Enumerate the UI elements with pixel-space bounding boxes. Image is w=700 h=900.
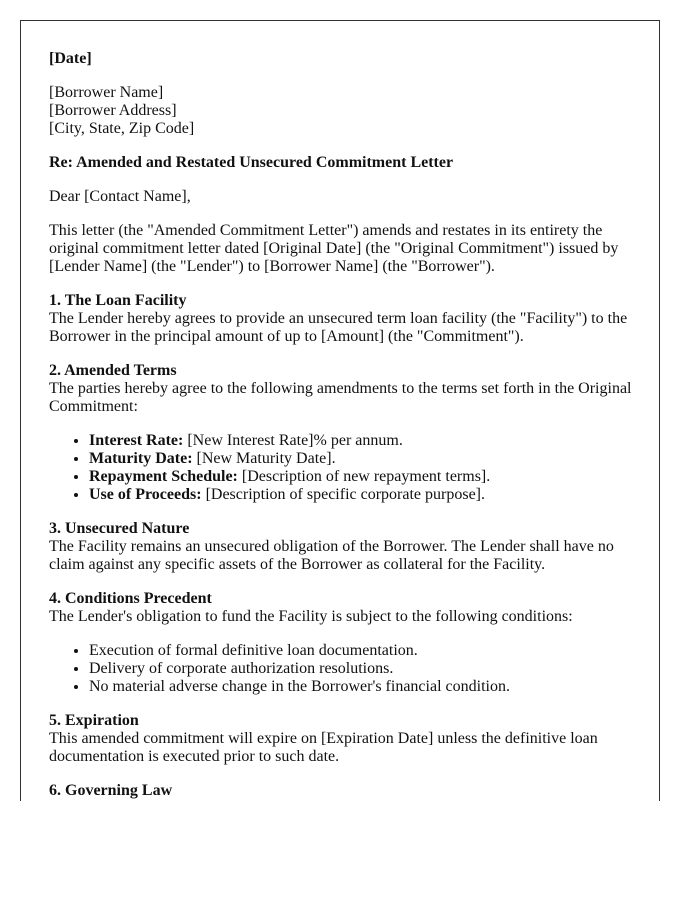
list-item-condition: • Delivery of corporate authorization resolutions. [89, 660, 639, 678]
term-value: [Description of specific corporate purpose]. [201, 486, 486, 503]
conditions-list [49, 642, 639, 696]
list-item-repayment-schedule [89, 468, 639, 486]
letter-page [20, 20, 660, 801]
section-heading: 5. Expiration [49, 712, 139, 729]
list-item-condition: • Execution of formal definitive loan documentation. [89, 642, 639, 660]
section-heading: 1. The Loan Facility [49, 292, 187, 309]
section-body: The Lender hereby agrees to provide an unsecured term loan facility (the "Facility") to the Borrower in the principal amount of up to [Amount] (the "Commitment"). [49, 310, 628, 345]
city-state-zip: [City, State, Zip Code] [49, 120, 195, 137]
amended-terms-list [49, 432, 639, 504]
intro-paragraph: This letter (the "Amended Commitment Letter") amends and restates in its entirety the original commitment letter dated [Original Date] (the "Original Commitment") issued by [Lender Name] (the "Lender") to [Borrower Name] (the "Borrower"). [49, 222, 619, 275]
section-governing-law [49, 782, 639, 800]
letter-content [49, 50, 639, 801]
section-body: This amended commitment will expire on [Expiration Date] unless the definitive loan documentation is executed prior to such date. [49, 730, 598, 765]
section-heading: 3. Unsecured Nature [49, 520, 190, 537]
term-value: [Description of new repayment terms]. [237, 468, 491, 485]
salutation: Dear [Contact Name], [49, 188, 191, 205]
section-heading: 4. Conditions Precedent [49, 590, 212, 607]
section-loan-facility [49, 292, 639, 346]
list-item-use-of-proceeds [89, 486, 639, 504]
section-heading: 6. Governing Law [49, 782, 173, 799]
section-body: The Lender's obligation to fund the Facility is subject to the following conditions: [49, 608, 573, 625]
section-expiration [49, 712, 639, 766]
list-item-condition: • No material adverse change in the Borrower's financial condition. [89, 678, 639, 696]
section-body: The parties hereby agree to the following amendments to the terms set forth in the Original Commitment: [49, 380, 632, 415]
term-value: [New Interest Rate]% per annum. [183, 432, 403, 449]
term-value: [New Maturity Date]. [192, 450, 336, 467]
recipient-address [49, 84, 639, 138]
term-label: Repayment Schedule: [89, 468, 238, 485]
letter-date: [Date] [49, 50, 92, 67]
borrower-name: [Borrower Name] [49, 84, 164, 101]
borrower-address: [Borrower Address] [49, 102, 177, 119]
section-amended-terms [49, 362, 639, 504]
term-label: Use of Proceeds: [89, 486, 202, 503]
term-label: Maturity Date: [89, 450, 193, 467]
section-unsecured-nature [49, 520, 639, 574]
letter-subject: Re: Amended and Restated Unsecured Commitment Letter [49, 154, 454, 171]
section-conditions-precedent [49, 590, 639, 696]
section-heading: 2. Amended Terms [49, 362, 177, 379]
list-item-interest-rate [89, 432, 639, 450]
list-item-maturity-date [89, 450, 639, 468]
term-label: Interest Rate: [89, 432, 184, 449]
section-body: The Facility remains an unsecured obligation of the Borrower. The Lender shall have no claim against any specific assets of the Borrower as collateral for the Facility. [49, 538, 614, 573]
